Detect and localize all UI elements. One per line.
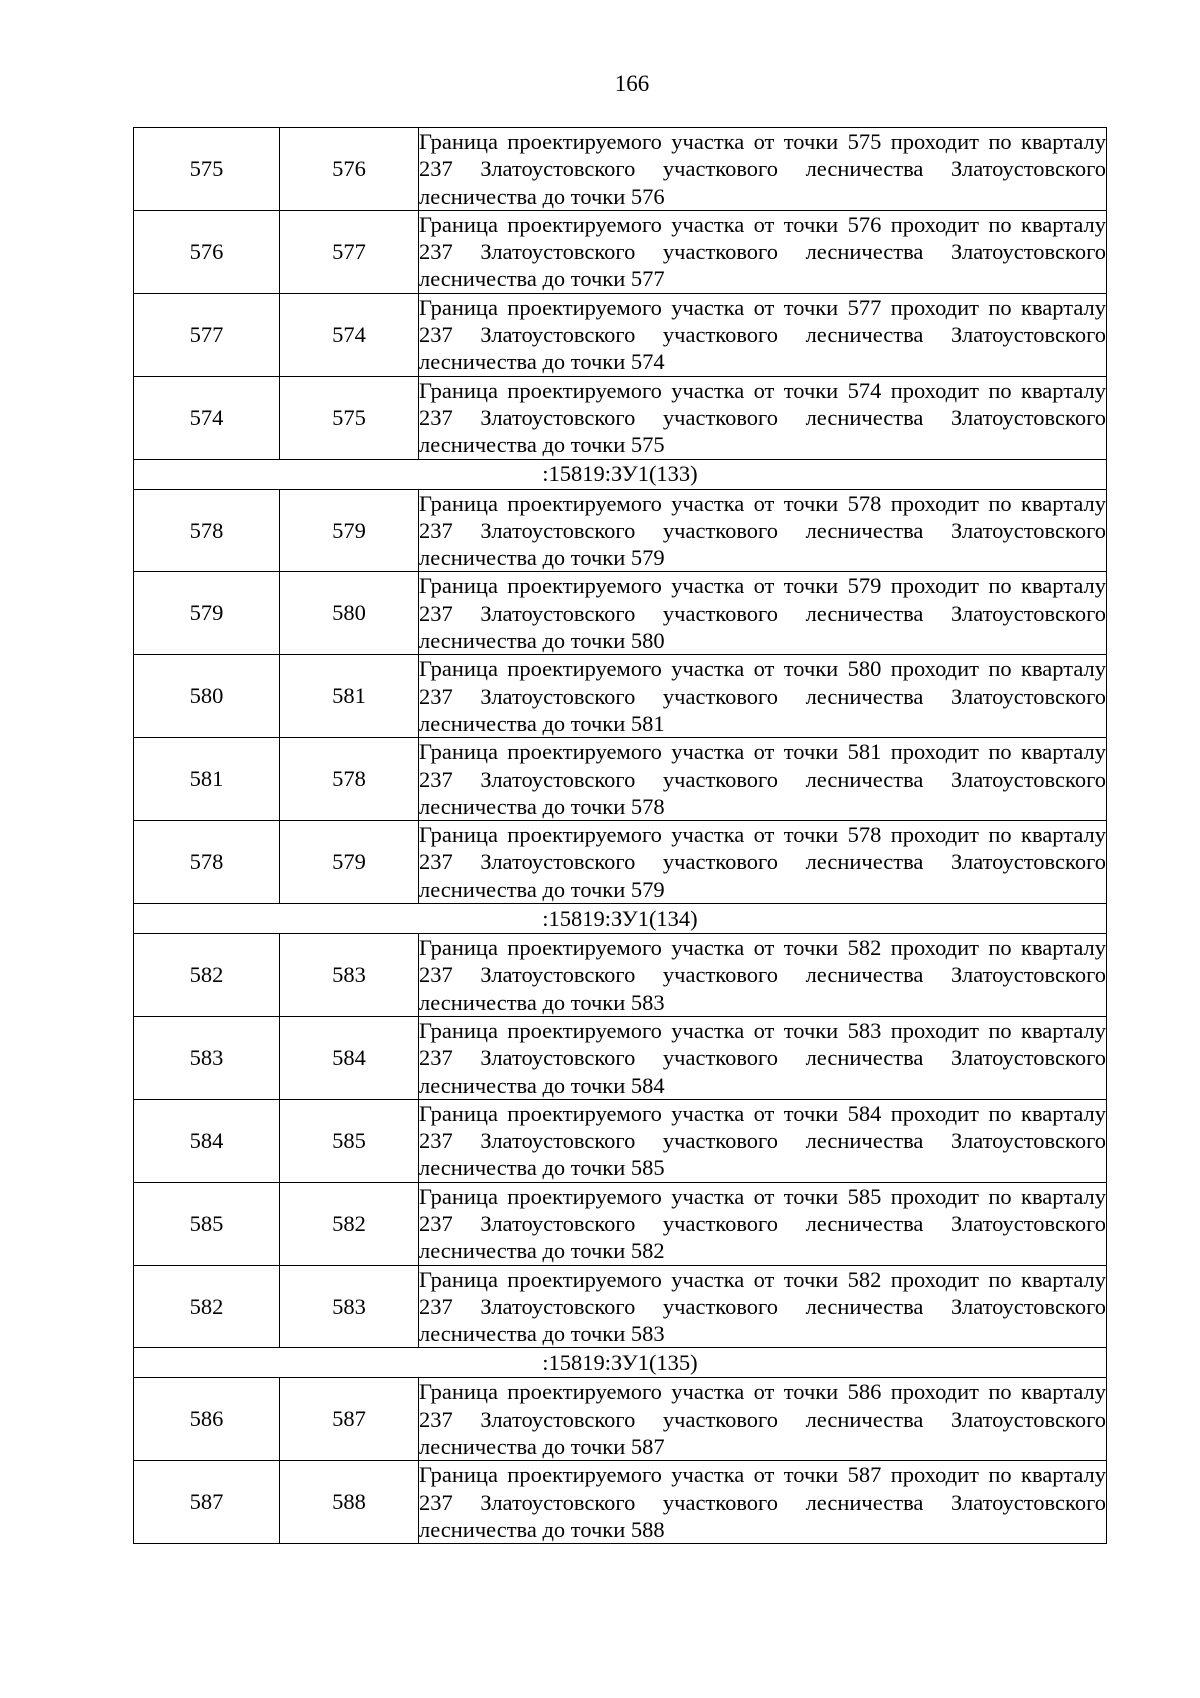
table-row	[134, 572, 1107, 655]
description-cell: Граница проектируемого участка от точки 574 проходит по кварталу 237 Златоустовского участкового лесничества Златоустовского лесничества до точки 575	[419, 377, 1106, 458]
table-row	[134, 489, 1107, 572]
table-row	[134, 821, 1107, 904]
from-point-cell: 584	[134, 1099, 280, 1182]
to-point-cell: 588	[280, 1461, 419, 1544]
description-cell: Граница проектируемого участка от точки 578 проходит по кварталу 237 Златоустовского участкового лесничества Златоустовского лесничества до точки 579	[419, 490, 1106, 571]
description-cell: Граница проектируемого участка от точки 583 проходит по кварталу 237 Златоустовского участкового лесничества Златоустовского лесничества до точки 584	[419, 1017, 1106, 1098]
description-cell: Граница проектируемого участка от точки 576 проходит по кварталу 237 Златоустовского участкового лесничества Златоустовского лесничества до точки 577	[419, 211, 1106, 292]
table-row	[134, 934, 1107, 1017]
from-point-cell: 582	[134, 934, 280, 1017]
from-point-cell: 587	[134, 1461, 280, 1544]
from-point-cell: 582	[134, 1265, 280, 1348]
table-row	[134, 128, 1107, 211]
description-cell: Граница проектируемого участка от точки 579 проходит по кварталу 237 Златоустовского участкового лесничества Златоустовского лесничества до точки 580	[419, 573, 1106, 654]
boundary-table	[133, 127, 1107, 1544]
section-header-row	[134, 904, 1107, 934]
from-point-cell: 578	[134, 489, 280, 572]
table-row	[134, 738, 1107, 821]
section-header-row	[134, 459, 1107, 489]
from-point-cell: 585	[134, 1182, 280, 1265]
section-header-row	[134, 1348, 1107, 1378]
to-point-cell: 579	[280, 821, 419, 904]
to-point-cell: 578	[280, 738, 419, 821]
description-cell: Граница проектируемого участка от точки 582 проходит по кварталу 237 Златоустовского участкового лесничества Златоустовского лесничества до точки 583	[419, 1266, 1106, 1347]
section-header: :15819:ЗУ1(134)	[134, 904, 1107, 934]
table-row	[134, 376, 1107, 459]
description-cell: Граница проектируемого участка от точки 575 проходит по кварталу 237 Златоустовского участкового лесничества Златоустовского лесничества до точки 576	[419, 129, 1106, 209]
to-point-cell: 585	[280, 1099, 419, 1182]
from-point-cell: 575	[134, 128, 280, 211]
to-point-cell: 576	[280, 128, 419, 211]
description-cell: Граница проектируемого участка от точки 585 проходит по кварталу 237 Златоустовского участкового лесничества Златоустовского лесничества до точки 582	[419, 1183, 1106, 1264]
to-point-cell: 579	[280, 489, 419, 572]
table-row	[134, 1016, 1107, 1099]
description-cell: Граница проектируемого участка от точки 581 проходит по кварталу 237 Златоустовского участкового лесничества Златоустовского лесничества до точки 578	[419, 739, 1106, 819]
description-cell: Граница проектируемого участка от точки 587 проходит по кварталу 237 Златоустовского участкового лесничества Златоустовского лесничества до точки 588	[419, 1462, 1106, 1542]
description-cell: Граница проектируемого участка от точки 578 проходит по кварталу 237 Златоустовского участкового лесничества Златоустовского лесничества до точки 579	[419, 822, 1106, 902]
from-point-cell: 577	[134, 293, 280, 376]
to-point-cell: 583	[280, 934, 419, 1017]
table-row	[134, 1265, 1107, 1348]
to-point-cell: 574	[280, 293, 419, 376]
to-point-cell: 584	[280, 1016, 419, 1099]
table-row	[134, 293, 1107, 376]
description-cell: Граница проектируемого участка от точки 582 проходит по кварталу 237 Златоустовского участкового лесничества Златоустовского лесничества до точки 583	[419, 935, 1106, 1015]
table-row	[134, 655, 1107, 738]
to-point-cell: 577	[280, 210, 419, 293]
to-point-cell: 575	[280, 376, 419, 459]
page-number: 166	[614, 71, 650, 96]
from-point-cell: 579	[134, 572, 280, 655]
table-row	[134, 1182, 1107, 1265]
section-header: :15819:ЗУ1(135)	[134, 1348, 1107, 1378]
to-point-cell: 587	[280, 1378, 419, 1461]
table-body	[134, 128, 1107, 1544]
from-point-cell: 580	[134, 655, 280, 738]
description-cell: Граница проектируемого участка от точки 577 проходит по кварталу 237 Златоустовского участкового лесничества Златоустовского лесничества до точки 574	[419, 294, 1106, 375]
table-row	[134, 1461, 1107, 1544]
from-point-cell: 586	[134, 1378, 280, 1461]
table-row	[134, 1099, 1107, 1182]
description-cell: Граница проектируемого участка от точки 580 проходит по кварталу 237 Златоустовского участкового лесничества Златоустовского лесничества до точки 581	[419, 656, 1106, 736]
description-cell: Граница проектируемого участка от точки 584 проходит по кварталу 237 Златоустовского участкового лесничества Златоустовского лесничества до точки 585	[419, 1100, 1106, 1181]
from-point-cell: 576	[134, 210, 280, 293]
table-row	[134, 210, 1107, 293]
from-point-cell: 581	[134, 738, 280, 821]
to-point-cell: 580	[280, 572, 419, 655]
to-point-cell: 583	[280, 1265, 419, 1348]
from-point-cell: 583	[134, 1016, 280, 1099]
to-point-cell: 581	[280, 655, 419, 738]
to-point-cell: 582	[280, 1182, 419, 1265]
from-point-cell: 578	[134, 821, 280, 904]
table-row	[134, 1378, 1107, 1461]
section-header: :15819:ЗУ1(133)	[134, 459, 1107, 489]
from-point-cell: 574	[134, 376, 280, 459]
description-cell: Граница проектируемого участка от точки 586 проходит по кварталу 237 Златоустовского участкового лесничества Златоустовского лесничества до точки 587	[419, 1379, 1106, 1460]
